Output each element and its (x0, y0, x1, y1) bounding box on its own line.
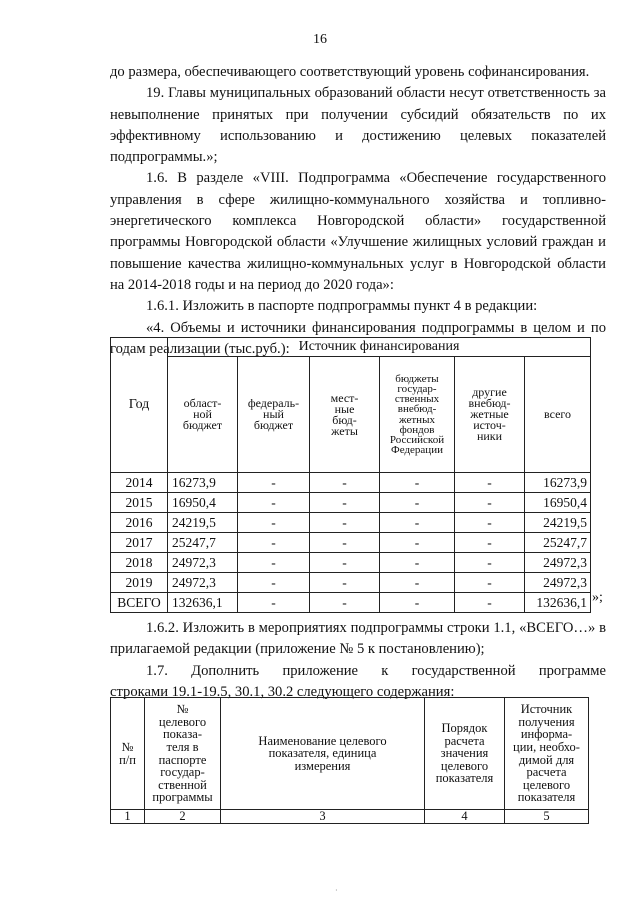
word: 1.7. (146, 662, 168, 679)
finance-table (110, 337, 591, 613)
word: Дополнить (191, 662, 260, 679)
col-regional-budget: област- ной бюджет (168, 357, 238, 473)
table-row (111, 553, 591, 573)
scan-speck: · (335, 886, 338, 895)
row-total: 24972,3 (525, 553, 591, 573)
row-federal: - (238, 533, 310, 553)
row-regional: 24219,5 (168, 513, 238, 533)
indicator-table (110, 697, 589, 824)
row-year: 2015 (111, 493, 168, 513)
row-other: - (455, 493, 525, 513)
row-regional: 24972,3 (168, 553, 238, 573)
row-regional: 16950,4 (168, 493, 238, 513)
col-index: 2 (145, 810, 221, 824)
table-row (111, 493, 591, 513)
paragraph-1-6: 1.6. В разделе «VIII. Подпрограмма «Обеспечение государственного управления в сфере жилищно-коммунального хозяйства и топливно-энергетического комплекса Новгородской области» государственной программы Новгородской области «Улучшение жилищных условий граждан и повышение качества жилищно-коммунальных услуг в Новгородской области на 2014-2018 годы и на период до 2020 года»: (110, 170, 606, 293)
row-year: ВСЕГО (111, 593, 168, 613)
word: к (381, 662, 389, 679)
col-number: № п/п (111, 698, 145, 810)
row-other: - (455, 573, 525, 593)
row-funds: - (380, 493, 455, 513)
row-regional: 132636,1 (168, 593, 238, 613)
row-regional: 24972,3 (168, 573, 238, 593)
row-other: - (455, 513, 525, 533)
row-local: - (310, 593, 380, 613)
col-offbudget-funds: бюджеты государ- ственных внебюд- жетных фондов Российской Федерации (380, 357, 455, 473)
row-year: 2018 (111, 553, 168, 573)
paragraph-4-heading: «4. Объемы и источники финансирования подпрограммы в целом и по годам реализации (тыс.руб.): (110, 319, 606, 357)
col-index: 4 (425, 810, 505, 824)
word: государственной (411, 662, 516, 679)
col-local-budgets: мест- ные бюд- жеты (310, 357, 380, 473)
paragraph-continuation: до размера, обеспечивающего соответствующий уровень софинансирования. (110, 64, 590, 80)
col-calculation-order: Порядок расчета значения целевого показателя (425, 698, 505, 810)
year-header: Год (111, 338, 168, 473)
row-year: 2017 (111, 533, 168, 553)
table-row (111, 573, 591, 593)
row-federal: - (238, 513, 310, 533)
row-federal: - (238, 473, 310, 493)
body-text-bottom (110, 618, 606, 703)
body-text-top (110, 62, 606, 360)
table-row (111, 533, 591, 553)
col-indicator-number: № целевого показа- теля в паспорте государ- ственной программы (145, 698, 221, 810)
col-index: 3 (221, 810, 425, 824)
word: приложение (282, 662, 359, 679)
source-header: Источник финансирования (168, 338, 591, 357)
table-row (111, 513, 591, 533)
table-row (111, 810, 589, 824)
col-index: 1 (111, 810, 145, 824)
table-row-total (111, 593, 591, 613)
paragraph-1-7-rest: строками 19.1-19.5, 30.1, 30.2 следующего содержания: (110, 683, 455, 700)
row-other: - (455, 473, 525, 493)
row-total: 24972,3 (525, 573, 591, 593)
row-regional: 16273,9 (168, 473, 238, 493)
row-funds: - (380, 533, 455, 553)
col-federal-budget: федераль- ный бюджет (238, 357, 310, 473)
row-total: 24219,5 (525, 513, 591, 533)
row-funds: - (380, 593, 455, 613)
row-other: - (455, 553, 525, 573)
row-local: - (310, 553, 380, 573)
row-total: 16950,4 (525, 493, 591, 513)
row-local: - (310, 573, 380, 593)
row-federal: - (238, 593, 310, 613)
row-total: 25247,7 (525, 533, 591, 553)
paragraph-1-6-2: 1.6.2. Изложить в мероприятиях подпрограммы строки 1.1, «ВСЕГО…» в прилагаемой редакции (приложение № 5 к постановлению); (110, 620, 606, 658)
row-funds: - (380, 553, 455, 573)
col-info-source: Источник получения информа- ции, необхо- димой для расчета целевого показателя (505, 698, 589, 810)
row-local: - (310, 533, 380, 553)
col-total: всего (525, 357, 591, 473)
row-federal: - (238, 553, 310, 573)
row-federal: - (238, 573, 310, 593)
word: программе (538, 662, 606, 679)
paragraph-1-7-first-line (110, 661, 606, 682)
row-funds: - (380, 573, 455, 593)
paragraph-19: 19. Главы муниципальных образований области несут ответственность за невыполнение принятых при получении субсидий обязательств по их эффективному использованию и достижению целевых показателей подпрограммы.»; (110, 85, 606, 166)
row-local: - (310, 513, 380, 533)
row-other: - (455, 533, 525, 553)
row-funds: - (380, 513, 455, 533)
col-other-sources: другие внебюд- жетные источ- ники (455, 357, 525, 473)
row-other: - (455, 593, 525, 613)
row-local: - (310, 473, 380, 493)
row-year: 2019 (111, 573, 168, 593)
col-index: 5 (505, 810, 589, 824)
row-total: 16273,9 (525, 473, 591, 493)
row-total: 132636,1 (525, 593, 591, 613)
row-regional: 25247,7 (168, 533, 238, 553)
page-number: 16 (313, 32, 327, 47)
row-year: 2014 (111, 473, 168, 493)
row-local: - (310, 493, 380, 513)
row-funds: - (380, 473, 455, 493)
row-year: 2016 (111, 513, 168, 533)
table-row (111, 473, 591, 493)
table-closing-quote: »; (592, 590, 603, 605)
col-indicator-name: Наименование целевого показателя, единица измерения (221, 698, 425, 810)
paragraph-1-6-1: 1.6.1. Изложить в паспорте подпрограммы пункт 4 в редакции: (146, 298, 538, 315)
row-federal: - (238, 493, 310, 513)
